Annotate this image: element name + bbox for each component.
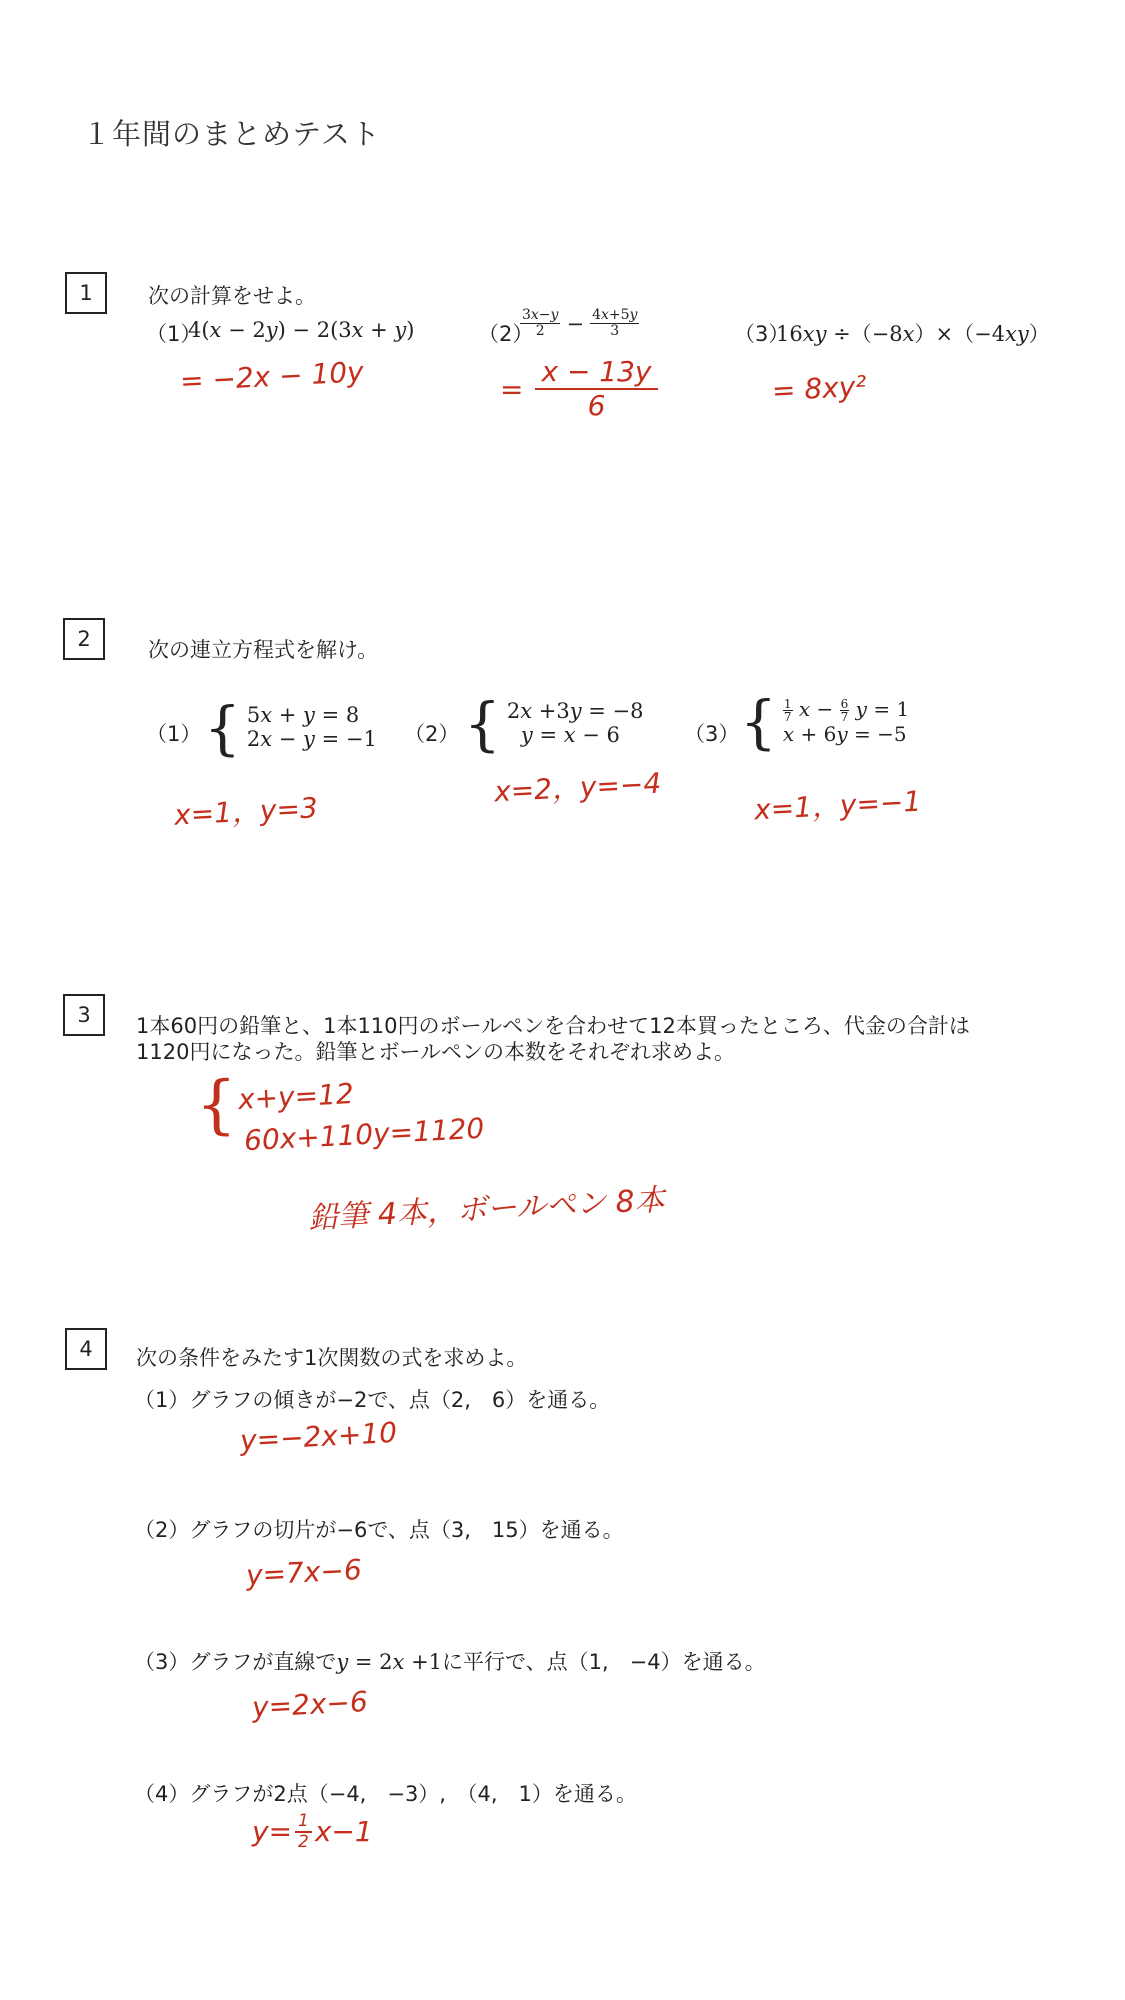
q2-1-answer: x=1，y=3: [173, 791, 319, 832]
question-number-3: 3: [63, 994, 105, 1036]
q1-2-answer: = $\frac{x - 13y}{6}$: [500, 356, 658, 422]
q1-1-label: （1）: [146, 322, 202, 346]
brace: {: [740, 688, 777, 756]
q2-2-label: （2）: [404, 722, 460, 746]
q1-2-fraction-b: $\frac{\text{4𝑥+5𝑦}}{3}$: [592, 307, 638, 340]
q4-4-text: （4）グラフが2点（−4, −3）, （4, 1）を通る。: [134, 1782, 637, 1806]
q1-2-expression: [520, 308, 639, 340]
q2-1-system: [204, 694, 377, 762]
q2-1-eq2: 2𝑥 − 𝑦 = −1: [246, 727, 377, 751]
question-4-instruction: 次の条件をみたす1次関数の式を求めよ。: [136, 1346, 528, 1370]
page-title: １年間のまとめテスト: [82, 117, 381, 151]
q2-1-eq1: 5𝑥 + 𝑦 = 8: [246, 703, 360, 728]
q1-3-expression: 16𝑥𝑦 ÷（−8𝑥）×（−4𝑥𝑦）: [776, 322, 1050, 346]
q1-2-label: （2）: [478, 322, 534, 346]
brace: {: [204, 694, 241, 762]
question-number-2: 2: [63, 618, 105, 660]
question-number-1: 1: [65, 272, 107, 314]
q4-3-answer: y=2x−6: [251, 1684, 369, 1725]
question-1-instruction: 次の計算をせよ。: [148, 284, 316, 308]
q1-3-label: （3）: [734, 322, 790, 346]
q4-3-text: （3）グラフが直線で𝑦 = 2𝑥 +1に平行で、点（1, −4）を通る。: [134, 1650, 766, 1674]
question-number-4: 4: [65, 1328, 107, 1370]
q3-work-eq1: x+y=12: [237, 1076, 355, 1117]
question-2-instruction: 次の連立方程式を解け。: [148, 638, 379, 662]
q4-1-text: （1）グラフの傾きが−2で、点（2, 6）を通る。: [134, 1388, 611, 1412]
q2-3-answer: x=1，y=−1: [753, 784, 922, 827]
q4-2-text: （2）グラフの切片が−6で、点（3, 15）を通る。: [134, 1518, 624, 1542]
q2-3-eq1: $\frac{1}{7}$ 𝑥 − $\frac{6}{7}$ 𝑦 = 1: [783, 697, 910, 725]
q2-2-system: [464, 690, 644, 758]
q2-2-eq2: 𝑦 = 𝑥 − 6: [520, 723, 620, 747]
q4-1-answer: y=−2x+10: [239, 1415, 398, 1458]
question-3-line2: 1120円になった。鉛筆とボールペンの本数をそれぞれ求めよ。: [136, 1040, 736, 1064]
q3-work-eq2: 60x+110y=1120: [243, 1111, 486, 1158]
q1-1-expression: 4(𝑥 − 2𝑦) − 2(3𝑥 + 𝑦): [188, 318, 415, 342]
q2-3-system: [740, 688, 909, 756]
q4-4-answer: y= $\frac{1}{2}$ x−1: [252, 1811, 373, 1852]
q1-3-answer: = 8xy²: [771, 369, 868, 408]
q4-2-answer: y=7x−6: [245, 1552, 363, 1593]
q1-1-answer: = −2x − 10y: [179, 355, 365, 398]
handwritten-brace: {: [196, 1068, 237, 1142]
q2-2-answer: x=2，y=−4: [493, 766, 662, 809]
q3-answer: 鉛筆 4本，ボールペン 8本: [307, 1182, 666, 1237]
q1-2-minus: −: [566, 311, 585, 336]
question-3-line1: 1本60円の鉛筆と、1本110円のボールペンを合わせて12本買ったところ、代金の合計は: [136, 1014, 970, 1038]
q2-3-eq2: 𝑥 + 6𝑦 = −5: [782, 722, 907, 747]
q2-3-label: （3）: [684, 722, 740, 746]
q2-1-label: （1）: [146, 722, 202, 746]
q1-2-fraction-a: $\frac{\text{3𝑥−𝑦}}{2}$: [522, 307, 559, 340]
q2-2-eq1: 2𝑥 +3𝑦 = −8: [506, 699, 644, 724]
brace: {: [464, 690, 501, 758]
